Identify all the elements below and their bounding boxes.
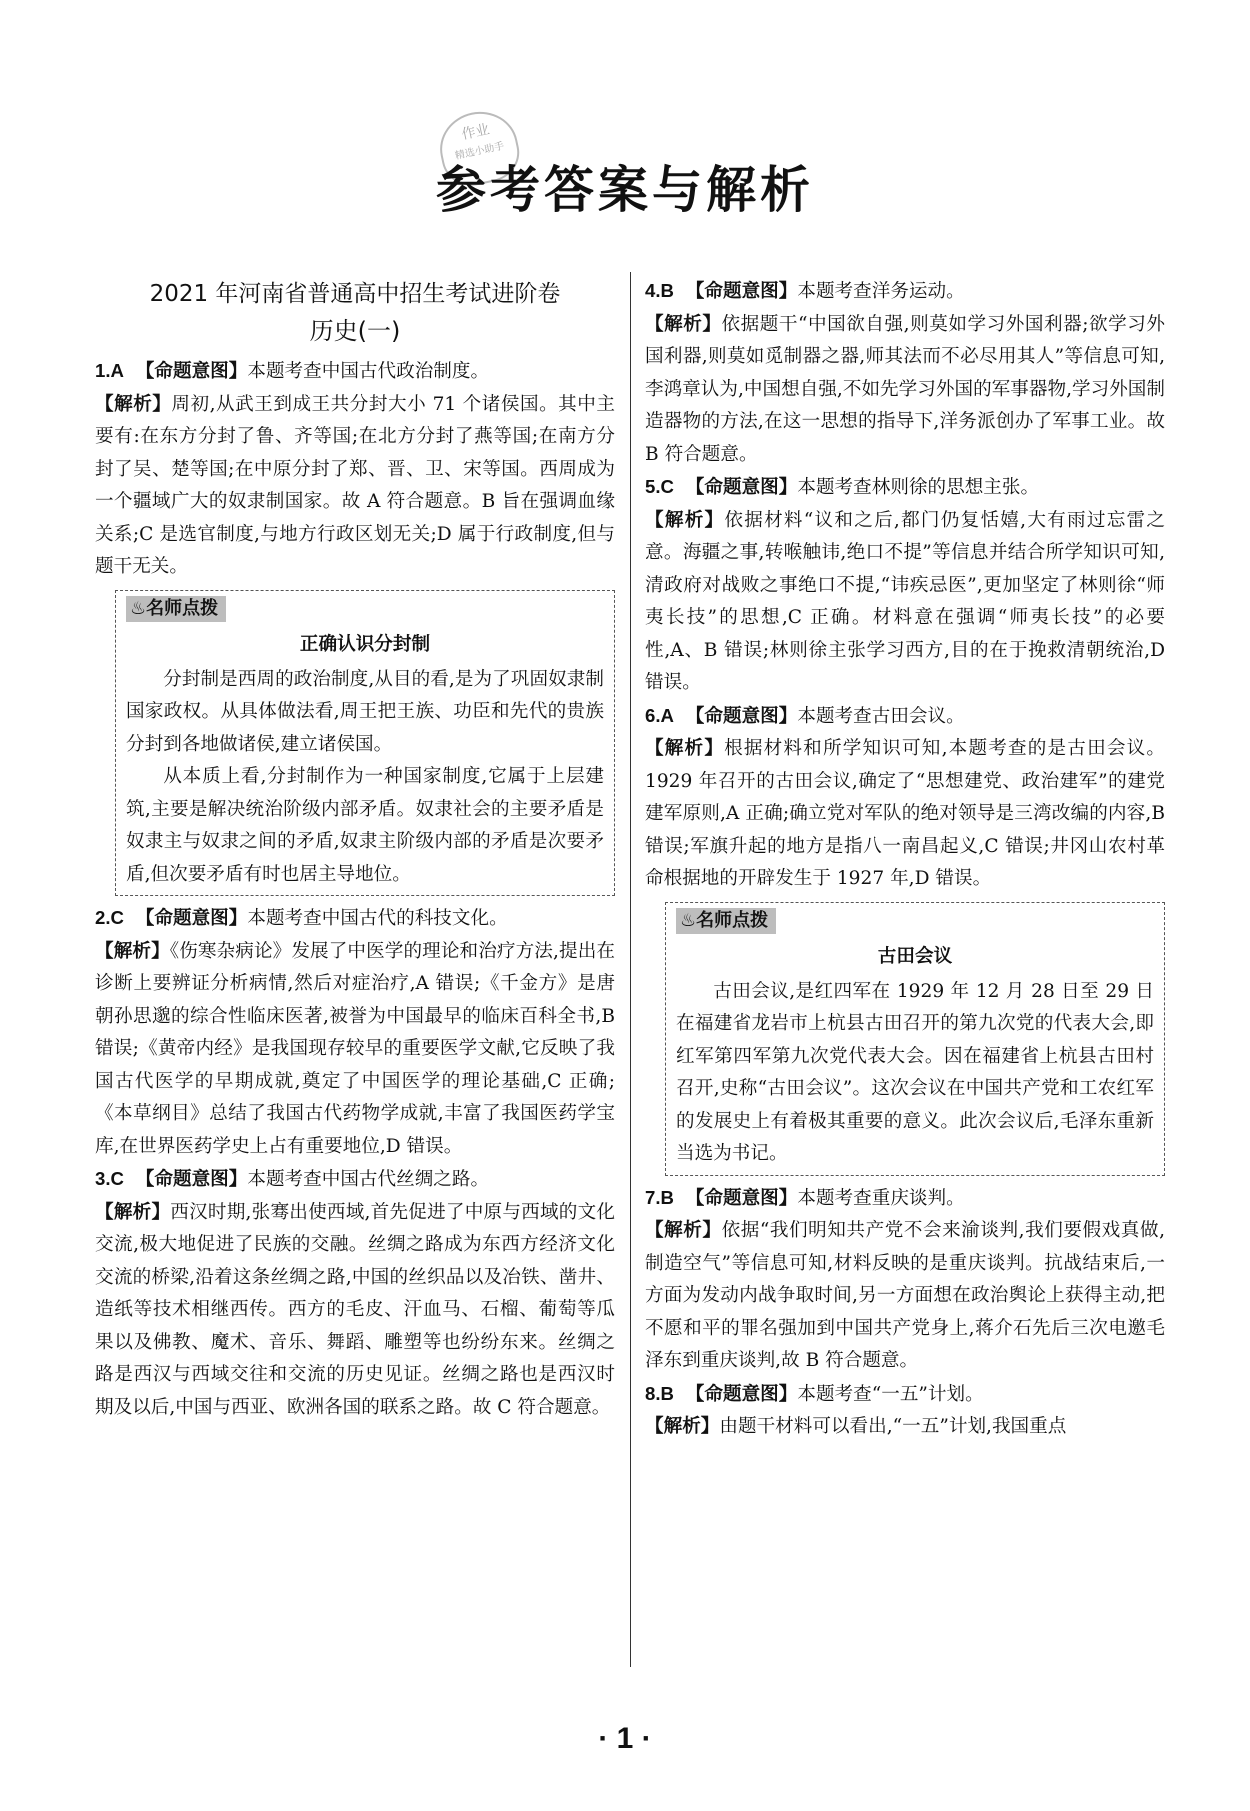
question-answer: B: [660, 1186, 674, 1208]
question-analysis: 依据“我们明知共产党不会来渝谈判,我们要假戏真做,制造空气”等信息可知,材料反映的是重庆谈判。抗战结束后,一方面为发动内战争取时间,另一方面想在政治舆论上获得主动,把不愿和平的罪名强加到中国共产党身上,蒋介石先后三次电邀毛泽东到重庆谈判,故 B 符合题意。: [645, 1220, 1165, 1371]
question-2: [95, 902, 615, 936]
analysis-1: [95, 389, 615, 584]
question-4: [645, 275, 1165, 309]
analysis-label: 【解析】: [645, 1220, 722, 1241]
analysis-label: 【解析】: [645, 1416, 720, 1437]
question-intent: 本题考查重庆谈判。: [797, 1187, 965, 1209]
question-3: [95, 1163, 615, 1197]
page-title: 参考答案与解析: [436, 160, 814, 219]
tip-paragraph: 分封制是西周的政治制度,从目的看,是为了巩固奴隶制国家政权。从具体做法看,周王把王族、功臣和先代的贵族分封到各地做诸侯,建立诸侯国。: [126, 668, 604, 755]
analysis-4: [645, 309, 1165, 472]
question-analysis: 根据材料和所学知识可知,本题考查的是古田会议。1929 年召开的古田会议,确定了“思想建党、政治建军”的建党建军原则,A 正确;确立党对军队的绝对领导是三湾改编的内容,B 错误;军旗升起的地方是指八一南昌起义,C 错误;井冈山农村革命根据地的开辟发生于 1927 年,D 错误。: [645, 738, 1165, 889]
stamp-subtext: 精选小助手: [454, 140, 506, 163]
question-intent: 本题考查中国古代丝绸之路。: [247, 1169, 490, 1190]
question-analysis: 依据材料“议和之后,都门仍复恬嬉,大有雨过忘雷之意。海疆之事,转喉触讳,绝口不提”等信息并结合所学知识可知,清政府对战败之事绝口不提,“讳疾忌医”,更加坚定了林则徐“师夷长技”的思想,C 正确。材料意在强调“师夷长技”的必要性,A、B 错误;林则徐主张学习西方,目的在于挽救清朝统治,D 错误。: [645, 509, 1165, 693]
analysis-label: 【解析】: [645, 313, 722, 335]
tip-label-text: 名师点拨: [146, 597, 219, 619]
analysis-label: 【解析】: [95, 393, 172, 415]
question-number: 4.: [645, 280, 661, 301]
question-number: 2.: [95, 907, 111, 928]
exam-subtitle: 历史(一): [309, 317, 401, 345]
question-answer: C: [110, 1168, 124, 1189]
question-answer: C: [660, 476, 674, 497]
question-intent: 本题考查“一五”计划。: [797, 1383, 984, 1405]
analysis-label: 【解析】: [645, 509, 725, 531]
analysis-6: [645, 733, 1165, 896]
question-1: [95, 355, 615, 389]
right-column: [645, 275, 1165, 1444]
question-analysis: 由题干材料可以看出,“一五”计划,我国重点: [719, 1416, 1067, 1437]
intent-label: 【命题意图】: [685, 705, 798, 727]
intent-label: 【命题意图】: [685, 1187, 798, 1209]
tip-paragraph: 古田会议,是红四军在 1929 年 12 月 28 日至 29 日在福建省龙岩市上杭县古田召开的第九次党的代表大会,即红军第四军第九次党代表大会。因在福建省上杭县古田村召开,史称“古田会议”。这次会议在中国共产党和工农红军的发展史上有着极其重要的意义。此次会议后,毛泽东重新当选为书记。: [676, 980, 1154, 1164]
analysis-label: 【解析】: [95, 1201, 171, 1223]
analysis-label: 【解析】: [645, 738, 725, 759]
analysis-5: [645, 505, 1165, 700]
intent-label: 【命题意图】: [685, 1383, 798, 1405]
question-number: 5.: [645, 476, 661, 497]
question-answer: A: [110, 360, 124, 381]
left-column: [95, 275, 615, 1424]
analysis-label: 【解析】: [95, 940, 170, 962]
analysis-8: [645, 1411, 1165, 1444]
question-answer: B: [660, 280, 674, 301]
question-6: [645, 700, 1165, 734]
intent-label: 【命题意图】: [685, 477, 798, 498]
teacher-tip-box: [665, 902, 1165, 1176]
intent-label: 【命题意图】: [685, 281, 798, 302]
question-answer: B: [660, 1382, 674, 1404]
tip-title: 古田会议: [877, 946, 953, 967]
intent-label: 【命题意图】: [135, 908, 248, 929]
tip-label: ♨名师点拨: [676, 908, 776, 934]
question-analysis: 周初,从武王到成王共分封大小 71 个诸侯国。其中主要有:在东方分封了鲁、齐等国;在北方分封了燕等国;在南方分封了吴、楚等国;在中原分封了郑、晋、卫、宋等国。西周成为一个疆域广大的奴隶制国家。故 A 符合题意。B 旨在强调血缘关系;C 是选官制度,与地方行政区划无关;D 属于行政制度,但与题干无关。: [95, 393, 615, 577]
intent-label: 【命题意图】: [135, 361, 248, 382]
tip-title: 正确认识分封制: [299, 634, 431, 655]
question-number: 7.: [645, 1186, 661, 1208]
question-number: 1.: [95, 360, 111, 381]
analysis-3: [95, 1197, 615, 1425]
question-8: [645, 1378, 1165, 1412]
question-intent: 本题考查洋务运动。: [797, 281, 965, 302]
question-5: [645, 471, 1165, 505]
tip-paragraph: 从本质上看,分封制作为一种国家制度,它属于上层建筑,主要是解决统治阶级内部矛盾。奴隶社会的主要矛盾是奴隶主与奴隶之间的矛盾,奴隶主阶级内部的矛盾是次要矛盾,但次要矛盾有时也居主导地位。: [126, 766, 604, 885]
tip-label: ♨名师点拨: [126, 596, 226, 622]
stamp-text: 作业: [460, 121, 492, 144]
tip-label-text: 名师点拨: [696, 909, 769, 931]
question-number: 6.: [645, 704, 661, 726]
question-intent: 本题考查林则徐的思想主张。: [797, 477, 1040, 498]
question-intent: 本题考查古田会议。: [797, 705, 965, 727]
question-number: 3.: [95, 1168, 111, 1189]
column-divider: [630, 272, 631, 1667]
intent-label: 【命题意图】: [135, 1169, 248, 1190]
question-number: 8.: [645, 1382, 661, 1404]
teacher-tip-box: [115, 590, 615, 897]
question-analysis: 西汉时期,张骞出使西域,首先促进了中原与西域的文化交流,极大地促进了民族的交融。丝绸之路成为东西方经济文化交流的桥梁,沿着这条丝绸之路,中国的丝织品以及冶铁、凿井、造纸等技术相继西传。西方的毛皮、汗血马、石榴、葡萄等瓜果以及佛教、魔术、音乐、舞蹈、雕塑等也纷纷东来。丝绸之路是西汉与西域交往和交流的历史见证。丝绸之路也是西汉时期及以后,中国与西亚、欧洲各国的联系之路。故 C 符合题意。: [95, 1201, 615, 1418]
analysis-2: [95, 936, 615, 1164]
page-number: · 1 ·: [598, 1722, 652, 1755]
question-analysis: 依据题干“中国欲自强,则莫如学习外国利器;欲学习外国利器,则莫如觅制器之器,师其法而不必尽用其人”等信息可知,李鸿章认为,中国想自强,不如先学习外国的军事器物,学习外国制造器物的方法,在这一思想的指导下,洋务派创办了军事工业。故 B 符合题意。: [645, 313, 1165, 465]
analysis-7: [645, 1215, 1165, 1378]
question-intent: 本题考查中国古代政治制度。: [247, 361, 490, 382]
question-7: [645, 1182, 1165, 1216]
question-answer: C: [110, 907, 124, 928]
exam-title: 2021 年河南省普通高中招生考试进阶卷: [149, 281, 561, 307]
question-analysis: 《伤寒杂病论》发展了中医学的理论和治疗方法,提出在诊断上要辨证分析病情,然后对症治疗,A 错误;《千金方》是唐朝孙思邈的综合性临床医著,被誉为中国最早的临床百科全书,B 错误;《黄帝内经》是我国现存较早的重要医学文献,它反映了我国古代医学的早期成就,奠定了中国医学的理论基础,C 正确;《本草纲目》总结了我国古代药物学成就,丰富了我国医药学宝库,在世界医药学史上占有重要地位,D 错误。: [95, 940, 615, 1157]
question-intent: 本题考查中国古代的科技文化。: [247, 908, 508, 929]
question-answer: A: [660, 704, 674, 726]
